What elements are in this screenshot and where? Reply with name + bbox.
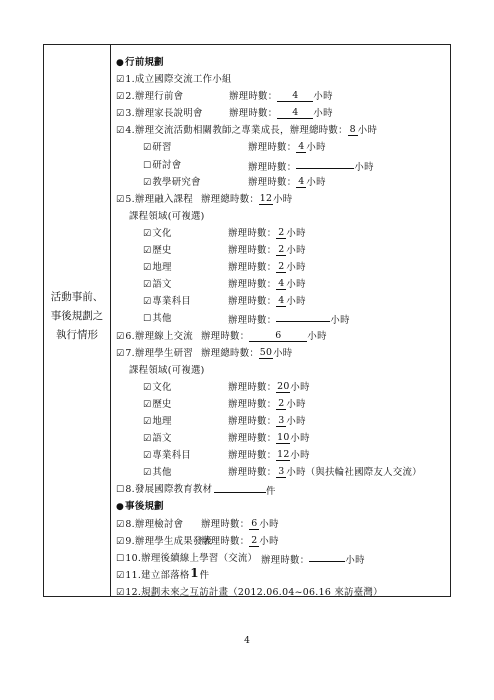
hours-value: 12 — [259, 192, 273, 204]
hours-unit: 小時 — [286, 279, 306, 291]
hours-value — [296, 157, 354, 169]
hours-label: 辦理時數： — [201, 518, 250, 530]
checklist-item — [111, 242, 450, 259]
checklist-item — [111, 139, 450, 156]
hours-unit: 件 — [199, 569, 210, 581]
checked-box-icon[interactable]: ☑ — [143, 246, 152, 257]
hours-value — [276, 310, 330, 322]
hours-unit: 小時 — [354, 161, 374, 173]
unchecked-box-icon[interactable]: ☐ — [143, 160, 152, 171]
checklist-item — [111, 105, 450, 122]
hours-value: 2 — [278, 244, 285, 256]
checked-box-icon[interactable]: ☑ — [116, 587, 125, 598]
checked-box-icon[interactable]: ☑ — [116, 519, 125, 530]
item-label: 8.發展國際教育教材 — [125, 484, 213, 496]
item-label: 8.辦理檢討會 — [125, 518, 184, 530]
hours-group — [248, 174, 326, 191]
hours-unit: 小時 — [273, 347, 293, 359]
hours-value: 6 — [251, 517, 258, 529]
item-label: 5.辦理融入課程 — [125, 193, 193, 205]
hours-label: 辦理時數： — [248, 161, 297, 173]
checked-box-icon[interactable]: ☑ — [116, 92, 125, 103]
section-note — [111, 208, 450, 225]
hours-value: 1 — [190, 565, 199, 580]
hours-label: 辦理時數： — [228, 279, 277, 291]
hours-unit: 小時 — [286, 227, 306, 239]
checklist-item — [111, 88, 450, 105]
checked-box-icon[interactable]: ☑ — [143, 382, 152, 393]
hours-label: 辦理時數： — [228, 245, 277, 257]
item-label: 文化 — [152, 227, 172, 239]
checklist-item — [111, 328, 450, 345]
hours-unit: 小時 — [313, 108, 333, 120]
table-left-column — [44, 45, 111, 596]
page-number: 4 — [244, 636, 250, 646]
hours-group — [348, 122, 377, 139]
item-label: 文化 — [152, 381, 172, 393]
hours-label: 辦理時數： — [228, 450, 277, 462]
hours-group — [229, 88, 333, 105]
checklist-item — [111, 293, 450, 310]
checklist-item — [111, 550, 450, 567]
hours-unit: 小時 — [286, 398, 306, 410]
hours-value: 12 — [277, 449, 290, 461]
checked-box-icon[interactable]: ☑ — [143, 143, 152, 154]
hours-unit: 小時 — [259, 535, 279, 547]
item-label: 1.成立國際交流工作小組 — [125, 74, 232, 86]
hours-label: 辦理時數： — [228, 433, 277, 445]
checklist-item — [111, 413, 450, 430]
checked-box-icon[interactable]: ☑ — [143, 434, 152, 445]
table-content-column — [111, 45, 450, 596]
hours-value: 4 — [278, 278, 285, 290]
hours-label: 辦理時數： — [228, 296, 277, 308]
item-label: 地理 — [152, 415, 172, 427]
hours-label: 辦理時數： — [248, 142, 297, 154]
hours-unit: 小時 — [290, 450, 310, 462]
checked-box-icon[interactable]: ☑ — [143, 451, 152, 462]
hours-label: 辦理時數： — [261, 554, 310, 566]
checklist-item — [111, 430, 450, 447]
hours-unit: 小時 — [290, 381, 310, 393]
hours-value: 3 — [278, 414, 285, 426]
hours-unit: 小時 — [259, 518, 279, 530]
bullet-icon: ● — [116, 58, 125, 68]
hours-group — [228, 396, 306, 413]
checklist-item — [111, 122, 450, 139]
item-label: 其他 — [152, 313, 172, 325]
checked-box-icon[interactable]: ☑ — [143, 280, 152, 291]
hours-unit: 小時 — [273, 193, 293, 205]
checked-box-icon[interactable]: ☑ — [143, 416, 152, 427]
hours-value: 2 — [278, 226, 285, 238]
hours-value: 6 — [249, 330, 307, 342]
hours-group — [229, 105, 333, 122]
hours-label: 辦理時數： — [229, 91, 278, 103]
item-label: 6.辦理線上交流 — [125, 330, 193, 342]
checklist-item — [111, 567, 450, 584]
checklist-item — [111, 225, 450, 242]
hours-group — [228, 430, 310, 447]
hours-label: 辦理總時數： — [201, 347, 260, 359]
row-header-label: 活動事前、事後規劃之執行情形 — [50, 291, 104, 341]
hours-value: 2 — [251, 534, 258, 546]
hours-unit: 小時 — [357, 125, 378, 137]
hours-group — [228, 259, 306, 276]
unchecked-box-icon[interactable]: ☐ — [143, 314, 152, 325]
hours-group — [201, 191, 292, 208]
checklist-item — [111, 584, 450, 601]
item-label: 地理 — [152, 262, 172, 274]
hours-label: 辦理時數： — [228, 227, 277, 239]
checked-box-icon[interactable]: ☑ — [116, 331, 125, 342]
hours-group — [248, 139, 326, 156]
hours-label: 辦理時數： — [228, 398, 277, 410]
hours-value: 4 — [298, 141, 305, 153]
hours-label: 辦理時數： — [228, 467, 277, 479]
hours-value: 4 — [298, 175, 305, 187]
hours-unit: 小時 — [313, 91, 333, 103]
activity-table — [43, 44, 451, 597]
hours-value: 3 — [278, 466, 285, 478]
hours-value: 4 — [277, 90, 313, 102]
hours-group — [228, 293, 306, 310]
item-label: 語文 — [152, 279, 172, 291]
heading-text: 事後規劃 — [125, 501, 164, 513]
checklist-item — [111, 276, 450, 293]
checked-box-icon[interactable]: ☑ — [116, 570, 125, 581]
hours-unit: 小時 — [330, 315, 350, 327]
checklist-item — [111, 464, 450, 481]
checked-box-icon[interactable]: ☑ — [143, 468, 152, 479]
hours-label: 辦理時數： — [228, 262, 277, 274]
item-label: 4.辦理交流活動相關教師之專業成長，辦理總時數： — [125, 125, 348, 137]
checklist-item — [111, 310, 450, 327]
hours-label: 辦理總時數： — [201, 193, 260, 205]
checklist-item — [111, 516, 450, 533]
hours-label: 辦理時數： — [201, 330, 250, 342]
hours-unit: 小時 — [345, 554, 365, 566]
item-label: 研討會 — [152, 159, 182, 171]
hours-value: 2 — [278, 397, 285, 409]
bullet-icon: ● — [116, 502, 125, 513]
checked-box-icon[interactable]: ☑ — [116, 126, 125, 137]
checklist-item — [111, 345, 450, 362]
checked-box-icon[interactable]: ☑ — [116, 348, 125, 359]
item-label: 7.辦理學生研習 — [125, 347, 193, 359]
checklist-item — [111, 396, 450, 413]
item-label: 其他 — [152, 467, 172, 479]
item-label: 歷史 — [152, 398, 172, 410]
item-label: 教學研究會 — [152, 176, 201, 188]
checklist-item — [111, 191, 450, 208]
checked-box-icon[interactable]: ☑ — [116, 194, 125, 205]
hours-group — [201, 516, 279, 533]
hours-unit: 小時 — [306, 176, 326, 188]
hours-value: 2 — [278, 261, 285, 273]
item-label: 語文 — [152, 433, 172, 445]
heading-text: 行前規劃 — [125, 57, 164, 68]
hours-unit: 小時 — [286, 296, 306, 308]
section-heading — [111, 54, 450, 71]
hours-label: 辦理時數： — [228, 381, 277, 393]
checked-box-icon[interactable]: ☑ — [143, 228, 152, 239]
hours-value: 4 — [277, 107, 313, 119]
hours-group — [201, 345, 292, 362]
section-note — [111, 362, 450, 379]
hours-value: 20 — [277, 380, 290, 392]
checklist-item — [111, 379, 450, 396]
checklist-item — [111, 259, 450, 276]
hours-value — [214, 481, 266, 493]
hours-group — [228, 242, 306, 259]
unchecked-box-icon[interactable]: ☐ — [116, 485, 125, 496]
section-heading — [111, 498, 450, 515]
hours-group — [201, 533, 279, 550]
note-text: 課程領域(可複選) — [129, 364, 205, 376]
item-label: 專業科目 — [152, 450, 192, 462]
checklist-item — [111, 533, 450, 550]
hours-label: 辦理時數： — [228, 315, 277, 327]
hours-label: 辦理時數： — [248, 176, 297, 188]
hours-label: 辦理時數： — [201, 535, 250, 547]
item-label: 專業科目 — [152, 296, 192, 308]
item-label: 12.規劃未來之互訪計畫（2012.06.04~06.16 來訪臺灣） — [125, 586, 383, 598]
item-label: 歷史 — [152, 245, 172, 257]
hours-group — [190, 567, 210, 584]
checked-box-icon[interactable]: ☑ — [143, 177, 152, 188]
hours-value: 4 — [278, 295, 285, 307]
hours-group — [228, 447, 310, 464]
checked-box-icon[interactable]: ☑ — [116, 536, 125, 547]
hours-value: 10 — [277, 432, 290, 444]
hours-group — [228, 276, 306, 293]
item-label: 10.辦理後續線上學習（交流） — [125, 552, 258, 564]
checklist-item — [111, 447, 450, 464]
checked-box-icon[interactable]: ☑ — [143, 297, 152, 308]
hours-unit: 小時 — [286, 415, 306, 427]
hours-label: 辦理時數： — [229, 108, 278, 120]
hours-value: 50 — [259, 346, 273, 358]
hours-unit: 小時 — [290, 433, 310, 445]
hours-label: 辦理時數： — [228, 415, 277, 427]
hours-unit: 小時 — [286, 245, 306, 257]
unchecked-box-icon[interactable]: ☐ — [116, 553, 125, 564]
checklist-item — [111, 71, 450, 88]
hours-group — [228, 464, 422, 481]
hours-unit: 小時（與扶輪社國際友人交流） — [286, 467, 422, 479]
hours-group — [228, 225, 306, 242]
hours-unit: 小時 — [307, 330, 327, 342]
item-label: 研習 — [152, 142, 172, 154]
hours-unit: 小時 — [306, 142, 326, 154]
hours-value: 8 — [349, 124, 356, 136]
note-text: 課程領域(可複選) — [129, 210, 205, 222]
hours-unit: 件 — [266, 486, 276, 498]
hours-value — [309, 550, 345, 562]
item-label: 3.辦理家長說明會 — [125, 108, 203, 120]
checklist-item — [111, 157, 450, 174]
item-label: 9.辦理學生成果發表 — [125, 535, 213, 547]
item-label: 2.辦理行前會 — [125, 91, 184, 103]
checked-box-icon[interactable]: ☑ — [116, 109, 125, 120]
item-label: 11.建立部落格 — [125, 569, 190, 581]
checked-box-icon[interactable]: ☑ — [143, 263, 152, 274]
hours-group — [201, 328, 327, 345]
checklist-item — [111, 174, 450, 191]
checklist-item — [111, 481, 450, 498]
hours-group — [228, 413, 306, 430]
hours-group — [228, 379, 310, 396]
checked-box-icon[interactable]: ☑ — [143, 399, 152, 410]
hours-unit: 小時 — [286, 262, 306, 274]
checked-box-icon[interactable]: ☑ — [116, 75, 125, 86]
